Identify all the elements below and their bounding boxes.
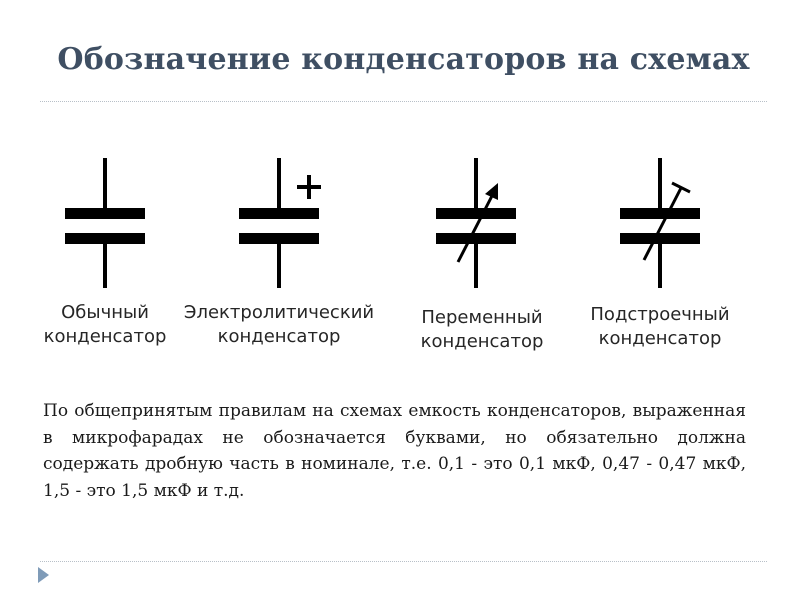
- variable-capacitor-icon: [436, 158, 516, 288]
- variable-label-line1: Переменный: [421, 307, 543, 328]
- footer-divider: [40, 561, 767, 562]
- regular-label-line1: Обычный: [61, 302, 149, 323]
- regular-capacitor-label: [40, 301, 170, 349]
- regular-capacitor-icon: [65, 158, 145, 288]
- electrolytic-capacitor-label: [179, 301, 379, 349]
- polarity-plus-icon: [297, 175, 321, 199]
- electrolytic-label-line2: конденсатор: [217, 326, 341, 347]
- regular-label-line2: конденсатор: [43, 326, 167, 347]
- slide-title: Обозначение конденсаторов на схемах: [57, 42, 750, 77]
- variable-label-line2: конденсатор: [420, 331, 544, 352]
- variable-capacitor-label: [412, 306, 552, 354]
- title-divider: [40, 101, 767, 102]
- trimmer-label-line2: конденсатор: [598, 328, 722, 349]
- electrolytic-capacitor-icon: [239, 158, 321, 288]
- electrolytic-label-line1: Электролитический: [183, 302, 375, 323]
- trimmer-label-line1: Подстроечный: [590, 304, 730, 325]
- next-slide-arrow-icon[interactable]: [38, 567, 49, 583]
- trimmer-capacitor-icon: [620, 158, 700, 288]
- trimmer-capacitor-label: [585, 303, 735, 351]
- body-paragraph: По общепринятым правилам на схемах емкость конденсаторов, выраженная в микрофарадах не обозначается буквами, но обязательно должна содержать дробную часть в номинале, т.е. 0,1 - это 0,1 мкФ, 0,47 - 0,47 мкФ, 1,5 - это 1,5 мкФ и т.д.: [43, 401, 746, 501]
- capacitor-symbols-panel: [32, 120, 776, 382]
